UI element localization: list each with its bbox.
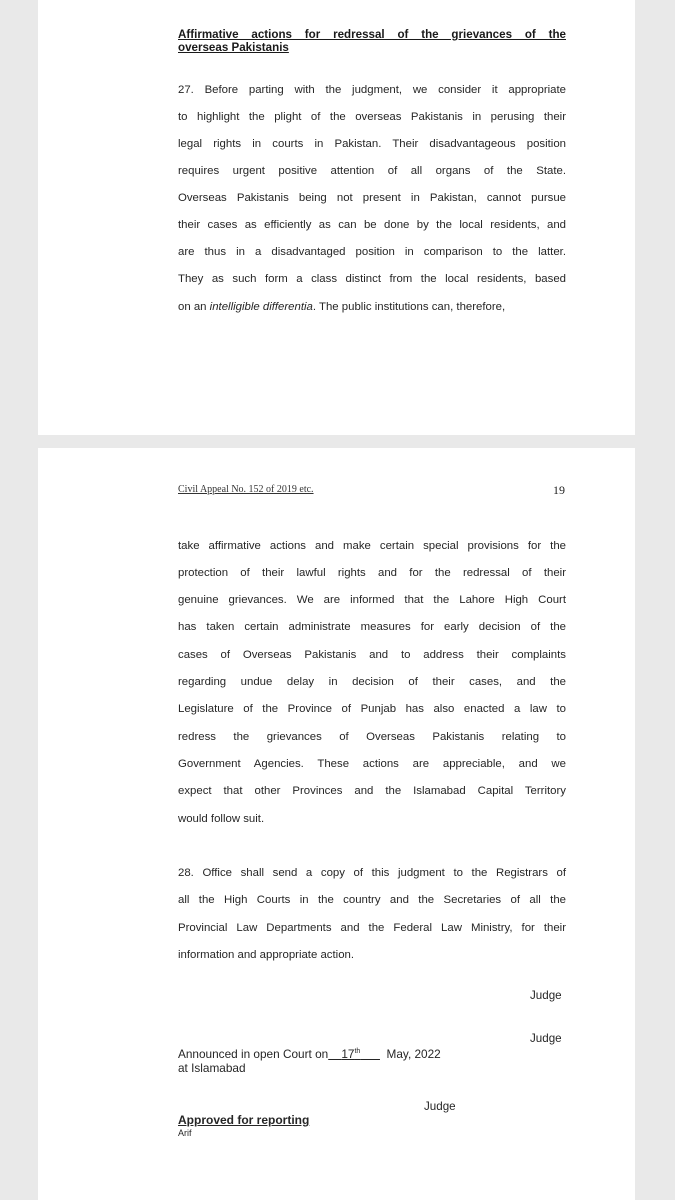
paragraph-line: Legislature of the Province of Punjab has also enacted a law to (178, 703, 566, 715)
paragraph-line: Overseas Pakistanis being not present in Pakistan, cannot pursue (178, 192, 566, 204)
paragraph-line: has taken certain administrate measures for early decision of the (178, 621, 566, 633)
paragraph-line: to highlight the plight of the overseas Pakistanis in perusing their (178, 111, 566, 123)
paragraph-line: all the High Courts in the country and the Secretaries of all the (178, 894, 566, 906)
section-heading (178, 28, 566, 54)
approved-for-reporting: Approved for reporting (178, 1113, 310, 1127)
paragraph-line: They as such form a class distinct from the local residents, based (178, 273, 566, 285)
line-text: . The public institutions can, therefore, (312, 301, 506, 313)
paragraph-line: Provincial Law Departments and the Federal Law Ministry, for their (178, 922, 566, 934)
paragraph-line: protection of their lawful rights and for the redressal of their (178, 567, 566, 579)
case-reference-header: Civil Appeal No. 152 of 2019 etc. (178, 484, 314, 495)
heading-line-2: overseas Pakistanis (178, 41, 289, 54)
paragraph-line: 27. Before parting with the judgment, we consider it appropriate (178, 84, 566, 96)
paragraph-line: legal rights in courts in Pakistan. Their disadvantageous position (178, 138, 566, 150)
paragraph-line-last: information and appropriate action. (178, 949, 355, 961)
announcement-place: at Islamabad (178, 1060, 246, 1075)
paragraph-line: expect that other Provinces and the Islamabad Capital Territory (178, 785, 566, 797)
author-initial: Arif (178, 1128, 192, 1138)
paragraph-line: regarding undue delay in decision of their cases, and the (178, 676, 566, 688)
announcement-day-field (328, 1047, 380, 1061)
paragraph-line: genuine grievances. We are informed that the Lahore High Court (178, 594, 566, 606)
paragraph-line-last: would follow suit. (178, 813, 265, 825)
paragraph-line: take affirmative actions and make certain special provisions for the (178, 540, 566, 552)
judge-signature-3: Judge (424, 1100, 456, 1113)
document-page-2 (38, 448, 635, 1200)
announcement-month-year: May, 2022 (386, 1046, 441, 1061)
paragraph-line: redress the grievances of Overseas Pakistanis relating to (178, 731, 566, 743)
announcement-day-suffix: th (354, 1048, 361, 1055)
judge-signature-2: Judge (530, 1032, 562, 1045)
announcement-prefix: Announced in open Court on (178, 1046, 329, 1061)
italic-term: intelligible differentia (209, 301, 313, 313)
paragraph-line: requires urgent positive attention of all organs of the State. (178, 165, 566, 177)
announcement-line (178, 1045, 441, 1061)
paragraph-line: cases of Overseas Pakistanis and to address their complaints (178, 649, 566, 661)
announcement-day: 17 (341, 1046, 355, 1061)
paragraph-line: their cases as efficiently as can be done by the local residents, and (178, 219, 566, 231)
paragraph-line-last (178, 300, 566, 314)
line-text: on an (178, 301, 210, 313)
paragraph-line: are thus in a disadvantaged position in comparison to the latter. (178, 246, 566, 258)
judge-signature-1: Judge (530, 989, 562, 1002)
page-number: 19 (553, 483, 565, 497)
heading-line-1: Affirmative actions for redressal of the grievances of the (178, 28, 566, 41)
paragraph-line: 28. Office shall send a copy of this judgment to the Registrars of (178, 867, 566, 879)
announcement-block (178, 1045, 441, 1075)
paragraph-line: Government Agencies. These actions are appreciable, and we (178, 758, 566, 770)
document-page-1 (38, 0, 635, 435)
